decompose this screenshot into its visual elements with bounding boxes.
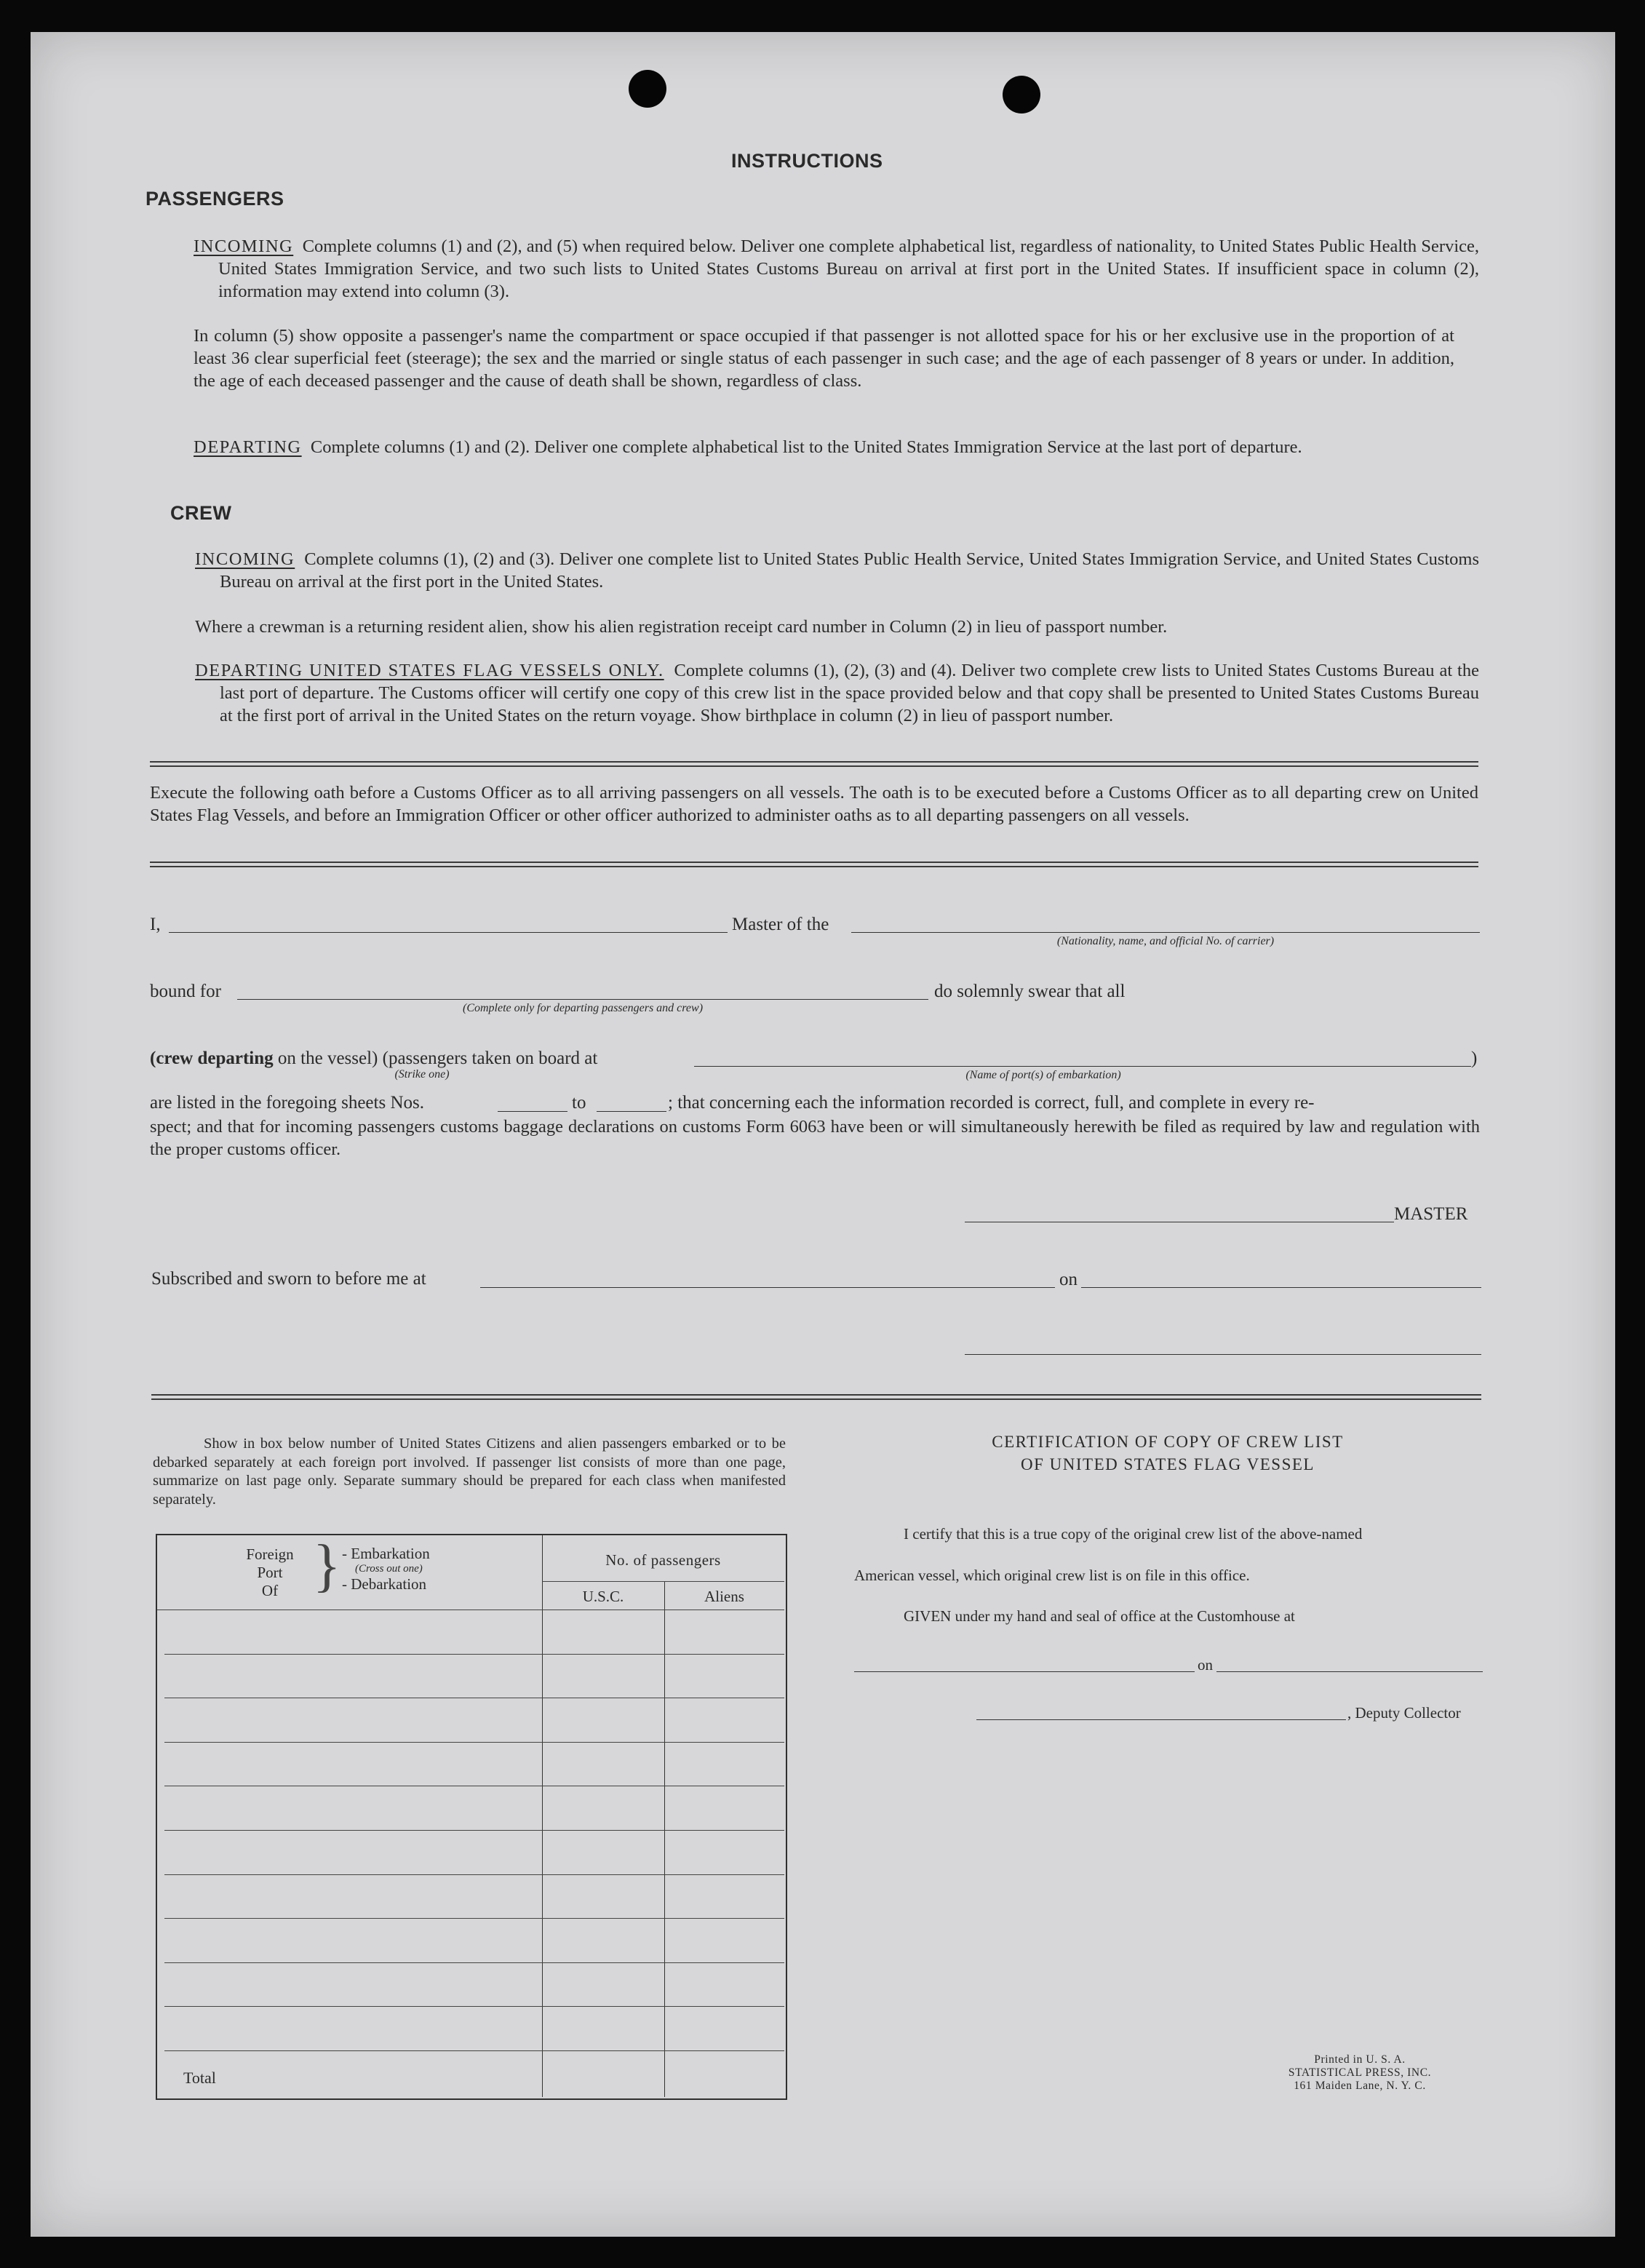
bound-for-label: bound for [150,982,221,1001]
table-row-rule [164,2006,784,2007]
port-caption: (Name of port(s) of embarkation) [965,1069,1121,1081]
given-line: GIVEN under my hand and seal of office at the Customhouse at [904,1607,1295,1625]
passengers-heading: PASSENGERS [146,188,284,210]
certification-heading-line1: CERTIFICATION OF COPY OF CREW LIST [992,1433,1344,1451]
passenger-summary-table [156,1534,787,2100]
printer-imprint [1247,2053,1473,2093]
table-row-rule [164,2050,784,2051]
passengers-incoming-paragraph [194,235,1479,303]
certification-heading-line2: OF UNITED STATES FLAG VESSEL [1021,1455,1315,1473]
crew-incoming-text: Complete columns (1), (2) and (3). Deliver one complete list to United States Public Health Service, United States Immigration Service, and United States Customs Bureau on arrival at the first port in the United States. [220,549,1480,592]
deputy-collector-label: , Deputy Collector [1347,1704,1461,1722]
sworn-place-field[interactable] [480,1287,1055,1288]
printer-line2: STATISTICAL PRESS, INC. [1288,2066,1432,2079]
subscribed-label: Subscribed and sworn to before me at [151,1269,426,1289]
master-name-field[interactable] [169,932,728,933]
listed-rest: spect; and that for incoming passengers customs baggage declarations on customs Form 6063 have been or will simultaneously herewith be filed as required by law and regulation with the proper customs officer. [150,1117,1480,1159]
column5-paragraph: In column (5) show opposite a passenger's name the compartment or space occupied if that passenger is not allotted space for his or her exclusive use in the proportion of at least 36 clear superficial feet (steerage); the sex and the married or single status of each passenger in such case; and the age of each passenger of 8 years or under. In addition, the age of each deceased passenger and the cause of death shall be shown, regardless of class. [194,326,1454,391]
certify-line2: American vessel, which original crew list is on file in this office. [854,1567,1250,1584]
aliens-header: Aliens [704,1588,744,1605]
crew-passengers-line [150,1049,597,1069]
port-label: Port [257,1564,283,1581]
crew-departing-label: DEPARTING UNITED STATES FLAG VESSELS ONLY. [195,661,664,680]
on-vessel-label: on the vessel) [277,1049,378,1068]
table-row-rule [164,1654,784,1655]
certification-heading [859,1431,1477,1476]
brace-icon: } [313,1534,341,1598]
swear-label: do solemnly swear that all [934,982,1126,1001]
table-row-rule [164,1830,784,1831]
usc-header: U.S.C. [582,1588,624,1605]
strike-caption: (Strike one) [394,1068,450,1081]
sheet-to-field[interactable] [597,1111,666,1112]
divider-oath [150,862,1478,867]
master-label: MASTER [1394,1204,1468,1224]
foreign-port-of-label [223,1545,317,1600]
oath-intro: Execute the following oath before a Customs Officer as to all arriving passengers on all vessels. The oath is to be executed before a Customs Officer as to all departing crew on United States Flag Vessels, and before an Immigration Officer or other officer authorized to administer oaths as to all departing passengers on all vessels. [150,783,1478,825]
certify-line1: I certify that this is a true copy of the original crew list of the above-named [904,1525,1363,1543]
summary-instructions: Show in box below number of United States Citizens and alien passengers embarked or to be debarked separately at each foreign port involved. If passenger list consists of more than one page, summarize on last page only. Separate summary should be prepared for each class when manifested separately. [153,1436,786,1508]
deputy-signature-field[interactable] [976,1719,1346,1720]
embarkation-option[interactable]: - Embarkation [342,1545,430,1562]
total-label: Total [183,2069,216,2087]
instructions-title: INSTRUCTIONS [731,150,883,172]
crew-heading: CREW [170,502,232,524]
col-divider-2 [664,1582,665,2097]
punch-hole-right [1003,76,1040,114]
passengers-header-divider [542,1581,784,1582]
sworn-date-field[interactable] [1081,1287,1481,1288]
of-label: Of [261,1582,279,1599]
cert-date-field[interactable] [1216,1671,1483,1672]
divider-top [150,761,1478,767]
crew-incoming-label: INCOMING [195,549,295,569]
carrier-field[interactable] [851,932,1480,933]
printer-line3: 161 Maiden Lane, N. Y. C. [1294,2080,1426,2092]
table-row-rule [164,1742,784,1743]
master-of-label: Master of the [732,915,829,934]
officer-signature-field[interactable] [965,1354,1481,1355]
sheet-from-field[interactable] [498,1111,567,1112]
listed-to-label: to [572,1093,586,1113]
foreign-label: Foreign [246,1545,294,1563]
crew-departing-option[interactable]: (crew departing [150,1049,274,1068]
passengers-taken-option[interactable]: (passengers taken on board at [382,1049,598,1068]
debarkation-option[interactable]: - Debarkation [342,1575,427,1593]
divider-bottom [151,1394,1481,1400]
listed-label: are listed in the foregoing sheets Nos. [150,1093,424,1113]
incoming-text: Complete columns (1) and (2), and (5) when required below. Deliver one complete alphabetical list, regardless of nationality, to United States Public Health Service, United States Immigration Service, and two such lists to United States Customs Bureau on arrival at first port in the United States. If insufficient space in column (2), information may extend into column (3). [218,236,1480,301]
col-divider-1 [542,1535,543,2097]
table-row-rule [164,1962,784,1963]
cross-out-caption: (Cross out one) [355,1563,423,1575]
carrier-caption: (Nationality, name, and official No. of carrier) [1056,935,1275,947]
crew-incoming-paragraph [195,548,1479,593]
crew-departing-paragraph [195,659,1479,727]
oath-i-label: I, [150,915,161,934]
crew-departing-text: Complete columns (1), (2), (3) and (4). Deliver two complete crew lists to United States Customs Bureau at the last port of departure. The Customs officer will certify one copy of this crew list in the space provided below and that copy shall be presented to United States Customs Bureau at the first port of arrival in the United States on the return voyage. Show birthplace in column (2) in lieu of passport number. [220,661,1479,725]
printer-line1: Printed in U. S. A. [1314,2053,1406,2066]
punch-hole-left [629,70,666,108]
close-paren: ) [1471,1049,1478,1068]
table-row-rule [164,1918,784,1919]
crewman-paragraph: Where a crewman is a returning resident alien, show his alien registration receipt card number in Column (2) in lieu of passport number. [195,617,1168,637]
sworn-on-label: on [1059,1270,1078,1289]
departing-label: DEPARTING [194,437,302,457]
passengers-departing-paragraph [194,436,1479,458]
table-row-rule [164,1874,784,1875]
bound-for-field[interactable] [237,999,928,1000]
listed-clause: ; that concerning each the information recorded is correct, full, and complete in every re- [668,1093,1315,1113]
bound-for-caption: (Complete only for departing passengers and crew) [462,1002,704,1014]
no-of-passengers-header: No. of passengers [605,1551,721,1569]
customhouse-field[interactable] [854,1671,1195,1672]
departing-text: Complete columns (1) and (2). Deliver one complete alphabetical list to the United States Immigration Service at the last port of departure. [310,437,1302,457]
embarkation-debarkation-label [342,1545,430,1593]
port-embarkation-field[interactable] [694,1066,1471,1067]
cert-on-label: on [1198,1656,1213,1674]
incoming-label: INCOMING [194,236,294,256]
